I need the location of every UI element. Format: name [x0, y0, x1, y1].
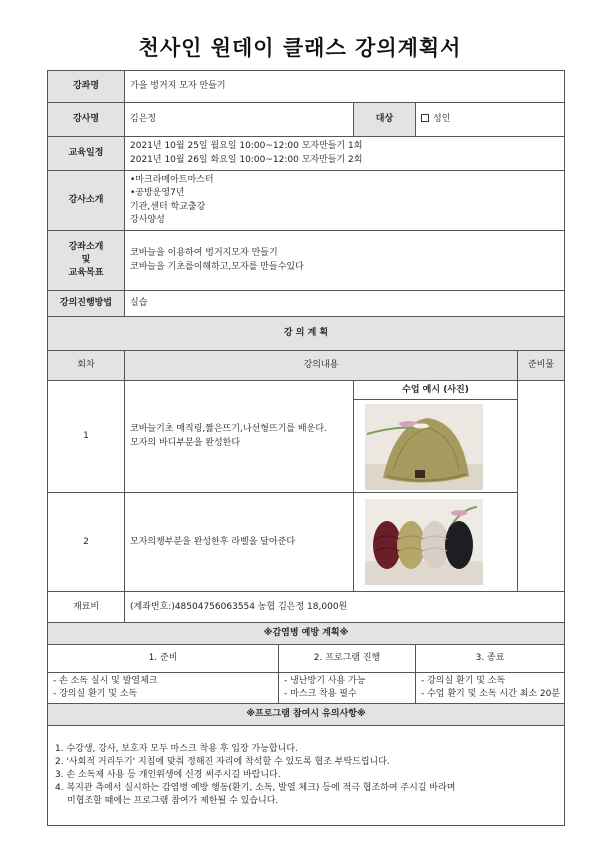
notes-title: ※프로그램 참여시 유의사항※ — [48, 704, 565, 726]
target-value: 성인 — [416, 103, 565, 137]
prevention-detail: - 냉난방기 사용 가능 - 마스크 착용 필수 — [279, 673, 416, 704]
prevention-detail: - 강의실 환기 및 소독 - 수업 환기 및 소독 시간 최소 20분 — [416, 673, 565, 704]
target-label: 대상 — [354, 103, 416, 137]
session-content: 코바늘기초 매직링,짧은뜨기,나선형뜨기를 배운다. 모자의 바디부분을 완성한다 — [125, 381, 354, 493]
notes-body — [48, 726, 565, 826]
prevention-title: ※감염병 예방 계획※ — [48, 623, 565, 645]
intro-line: 강사양성 — [130, 214, 165, 225]
prep-cell — [518, 381, 565, 592]
intro-line: •마크라메아트마스터 — [130, 175, 214, 186]
note-item: 2. '사회적 거리두기' 지침에 맞춰 정해진 자리에 착석할 수 있도록 협조 부탁드립니다. — [55, 757, 390, 768]
session-content: 모자의챙부분을 완성한후 라벨을 달아준다 — [125, 493, 354, 592]
schedule-value — [125, 137, 565, 171]
plan-section-title: 강 의 계 획 — [48, 317, 565, 351]
session-number: 2 — [48, 493, 125, 592]
prevention-step: 1. 준비 — [48, 645, 279, 673]
prevention-detail: - 손 소독 실시 및 발열체크 - 강의실 환기 및 소독 — [48, 673, 279, 704]
page-title: 천사인 원데이 클래스 강의계획서 — [138, 36, 462, 60]
photo-cell — [354, 381, 518, 493]
goal-label: 강좌소개 및 교육목표 — [48, 231, 125, 291]
content-column-header: 강의내용 — [125, 351, 518, 381]
checkbox-icon[interactable] — [421, 114, 429, 122]
schedule-label: 교육일정 — [48, 137, 125, 171]
fee-value: (계좌번호:)48504756063554 농협 김은정 18,000원 — [125, 592, 565, 623]
photo-caption: 수업 예시 (사진) — [354, 381, 517, 400]
intro-label: 강사소개 — [48, 171, 125, 231]
intro-value — [125, 171, 565, 231]
note-item: 3. 손 소독제 사용 등 개인위생에 신경 써주시길 바랍니다. — [55, 770, 281, 781]
plan-table — [47, 70, 565, 826]
method-value: 실습 — [125, 291, 565, 317]
goal-value — [125, 231, 565, 291]
method-label: 강의진행방법 — [48, 291, 125, 317]
fee-label: 재료비 — [48, 592, 125, 623]
instructor-label: 강사명 — [48, 103, 125, 137]
intro-line: •공방운영7년 — [130, 188, 185, 199]
note-item: 4. 복지관 측에서 실시하는 감염병 예방 행동(환기, 소독, 발열 체크) 등에 적극 협조하여 주시길 바라며 — [55, 783, 456, 794]
note-item-continuation: 미협조할 때에는 프로그램 참여가 제한될 수 있습니다. — [67, 796, 279, 807]
goal-line: 코바늘을 기초를이해하고,모자를 만들수있다 — [130, 261, 304, 272]
note-item: 1. 수강생, 강사, 보호자 모두 마스크 착용 후 입장 가능합니다. — [55, 744, 298, 755]
course-label: 강좌명 — [48, 71, 125, 103]
session-column-header: 회차 — [48, 351, 125, 381]
course-value: 가을 벙거지 모자 만들기 — [125, 71, 565, 103]
prevention-step: 3. 종료 — [416, 645, 565, 673]
photo-cell — [354, 493, 518, 592]
goal-line: 코바늘을 이용하여 벙거지모자 만들기 — [130, 248, 278, 259]
schedule-line: 2021년 10월 25일 월요일 10:00~12:00 모자만들기 1회 — [130, 141, 363, 152]
prevention-step: 2. 프로그램 진행 — [279, 645, 416, 673]
session-number: 1 — [48, 381, 125, 493]
hat-photo — [365, 404, 483, 490]
instructor-value: 김은정 — [125, 103, 354, 137]
prep-column-header: 준비물 — [518, 351, 565, 381]
schedule-line: 2021년 10월 26일 화요일 10:00~12:00 모자만들기 2회 — [130, 154, 363, 165]
yarn-photo — [365, 499, 483, 585]
intro-line: 기관,센터 학교출강 — [130, 201, 206, 212]
